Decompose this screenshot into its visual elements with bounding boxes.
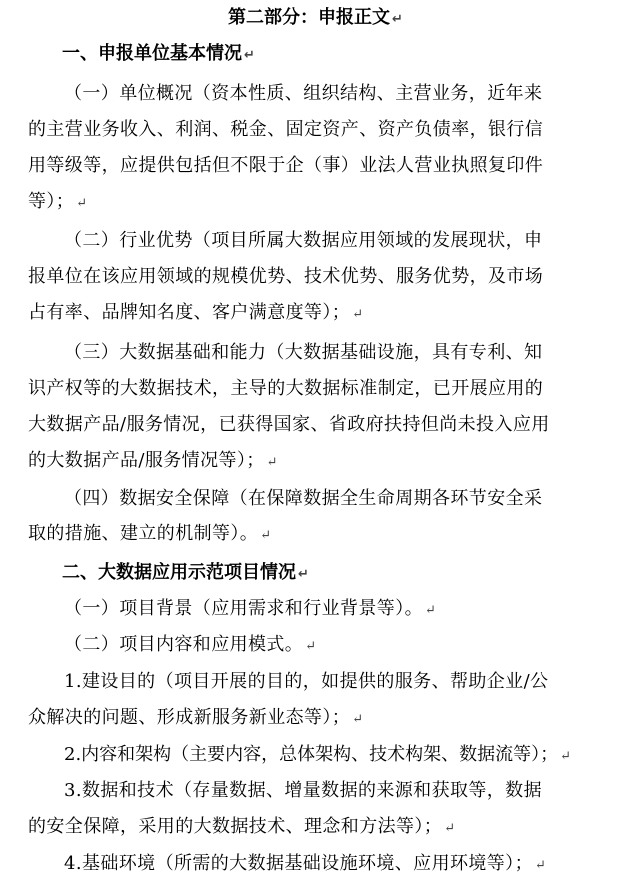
- section-heading-1: 一、申报单位基本情况 ↵: [62, 43, 255, 64]
- paragraph-line: 3.数据和技术（存量数据、增量数据的来源和获取等，数据: [64, 780, 542, 801]
- paragraph-mark: ↵: [76, 196, 88, 211]
- paragraph-line: 众解决的问题、形成新服务新业态等）； ↵: [28, 707, 364, 728]
- paragraph-line: 的大数据产品/服务情况等）； ↵: [28, 450, 278, 471]
- paragraph-line: （二）项目内容和应用模式。 ↵: [64, 634, 317, 655]
- paragraph-mark: ↵: [425, 603, 437, 618]
- paragraph-line: （二）行业优势（项目所属大数据应用领域的发展现状，申: [64, 230, 543, 251]
- document-title: 第二部分：申报正文 ↵: [228, 7, 403, 28]
- paragraph-mark: ↵: [305, 639, 317, 654]
- paragraph-line: 大数据产品/服务情况，已获得国家、省政府扶持但尚未投入应用: [28, 414, 550, 435]
- paragraph-mark: ↵: [560, 749, 572, 764]
- paragraph-mark: ↵: [298, 567, 309, 582]
- paragraph-mark: ↵: [534, 858, 547, 873]
- section-heading-2: 二、大数据应用示范项目情况 ↵: [62, 562, 309, 583]
- paragraph-mark: ↵: [260, 528, 272, 543]
- paragraph-mark: ↵: [352, 307, 364, 322]
- paragraph-mark: ↵: [266, 455, 278, 470]
- paragraph-mark: ↵: [392, 12, 403, 27]
- paragraph-line: 2.内容和架构（主要内容，总体架构、技术构架、数据流等）； ↵: [64, 744, 572, 765]
- paragraph-line: 的安全保障，采用的大数据技术、理念和方法等）； ↵: [28, 816, 456, 837]
- paragraph-line: 4.基础环境（所需的大数据基础设施环境、应用环境等）； ↵: [64, 853, 547, 874]
- paragraph-line: （四）数据安全保障（在保障数据全生命周期各环节安全采: [64, 488, 543, 509]
- paragraph-line: 识产权等的大数据技术，主导的大数据标准制定，已开展应用的: [28, 378, 544, 399]
- paragraph-mark: ↵: [444, 821, 456, 836]
- paragraph-mark: ↵: [352, 712, 364, 727]
- paragraph-line: 占有率、品牌知名度、客户满意度等）； ↵: [28, 302, 364, 323]
- paragraph-line: 等）； ↵: [28, 191, 88, 212]
- paragraph-line: 用等级等，应提供包括但不限于企（事）业法人营业执照复印件: [28, 155, 544, 176]
- paragraph-line: （一）单位概况（资本性质、组织结构、主营业务，近年来: [64, 83, 543, 104]
- paragraph-line: （一）项目背景（应用需求和行业背景等）。 ↵: [64, 598, 437, 619]
- paragraph-line: 取的措施、建立的机制等）。 ↵: [28, 523, 272, 544]
- paragraph-line: （三）大数据基础和能力（大数据基础设施，具有专利、知: [64, 342, 543, 363]
- paragraph-mark: ↵: [244, 48, 255, 63]
- paragraph-line: 的主营业务收入、利润、税金、固定资产、资产负债率，银行信: [28, 119, 544, 140]
- paragraph-line: 报单位在该应用领域的规模优势、技术优势、服务优势，及市场: [28, 266, 544, 287]
- paragraph-line: 1.建设目的（项目开展的目的，如提供的服务、帮助企业/公: [64, 671, 549, 692]
